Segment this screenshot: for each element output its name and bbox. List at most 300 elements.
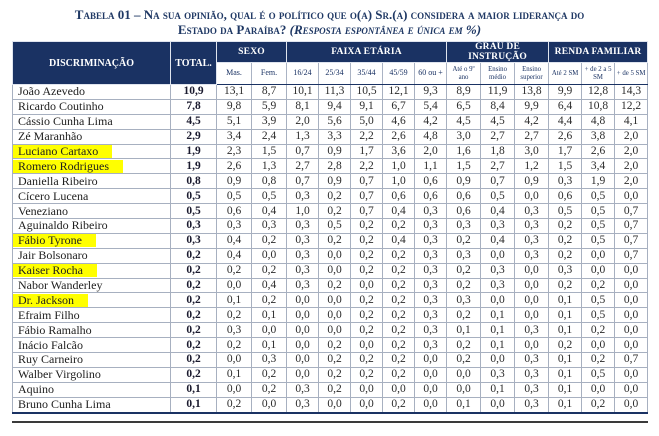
value-cell: 0,5 <box>582 293 615 308</box>
subheader-cell: Mas. <box>217 63 252 85</box>
value-cell: 0,1 <box>549 308 582 323</box>
total-value-cell: 0,1 <box>171 397 217 412</box>
value-cell: 8,7 <box>252 85 287 100</box>
value-cell: 2,0 <box>615 174 648 189</box>
value-cell: 2,0 <box>615 159 648 174</box>
value-cell: 1,6 <box>447 144 481 159</box>
value-cell: 6,7 <box>383 99 415 114</box>
value-cell: 3,0 <box>447 129 481 144</box>
value-cell: 0,9 <box>217 174 252 189</box>
value-cell: 0,2 <box>217 397 252 412</box>
value-cell: 0,2 <box>252 293 287 308</box>
table-row <box>13 174 648 189</box>
politician-name: Ricardo Coutinho <box>18 99 104 114</box>
value-cell: 0,0 <box>415 397 447 412</box>
value-cell: 8,4 <box>481 99 515 114</box>
value-cell: 4,5 <box>481 114 515 129</box>
value-cell: 0,1 <box>217 367 252 382</box>
value-cell: 0,2 <box>351 248 383 263</box>
value-cell: 0,2 <box>383 263 415 278</box>
highlighted-politician-name: Dr. Jackson <box>13 294 88 307</box>
value-cell: 0,3 <box>287 248 319 263</box>
group-header-grau-instrucao: GRAU DE INSTRUÇÃO <box>447 42 549 63</box>
politician-name: Bruno Cunha Lima <box>18 397 111 412</box>
value-cell: 0,0 <box>615 308 648 323</box>
value-cell: 0,2 <box>351 323 383 338</box>
value-cell: 2,8 <box>319 159 351 174</box>
value-cell: 0,6 <box>447 204 481 219</box>
politician-name: Aquino <box>18 382 54 397</box>
value-cell: 0,1 <box>252 338 287 353</box>
table-row <box>13 219 648 234</box>
value-cell: 12,1 <box>383 85 415 100</box>
value-cell: 4,2 <box>515 114 549 129</box>
value-cell: 0,0 <box>383 382 415 397</box>
value-cell: 0,2 <box>582 323 615 338</box>
value-cell: 0,2 <box>252 382 287 397</box>
value-cell: 0,3 <box>415 263 447 278</box>
politician-name-cell <box>13 204 171 219</box>
value-cell: 2,2 <box>351 129 383 144</box>
politician-name-cell <box>13 129 171 144</box>
total-value-cell: 0,2 <box>171 323 217 338</box>
value-cell: 0,3 <box>415 248 447 263</box>
value-cell: 0,0 <box>582 382 615 397</box>
table-row <box>13 263 648 278</box>
value-cell: 1,5 <box>252 144 287 159</box>
value-cell: 0,0 <box>319 397 351 412</box>
table-row <box>13 382 648 397</box>
value-cell: 0,7 <box>615 233 648 248</box>
table-row <box>13 293 648 308</box>
value-cell: 9,9 <box>515 99 549 114</box>
value-cell: 0,0 <box>351 382 383 397</box>
value-cell: 0,0 <box>319 263 351 278</box>
value-cell: 0,1 <box>481 382 515 397</box>
value-cell: 3,8 <box>582 129 615 144</box>
value-cell: 0,7 <box>615 204 648 219</box>
value-cell: 0,3 <box>481 219 515 234</box>
value-cell: 0,3 <box>287 397 319 412</box>
value-cell: 0,2 <box>549 248 582 263</box>
politician-name-cell <box>13 338 171 353</box>
value-cell: 0,4 <box>252 204 287 219</box>
value-cell: 0,2 <box>383 353 415 368</box>
value-cell: 6,5 <box>447 99 481 114</box>
group-header-row <box>13 42 648 63</box>
highlighted-politician-name: Romero Rodrigues <box>13 160 123 173</box>
value-cell: 0,3 <box>415 219 447 234</box>
value-cell: 1,7 <box>351 144 383 159</box>
value-cell: 0,0 <box>582 263 615 278</box>
table-row <box>13 114 648 129</box>
politician-name-cell <box>13 323 171 338</box>
value-cell: 0,2 <box>351 308 383 323</box>
value-cell: 0,3 <box>515 323 549 338</box>
value-cell: 0,7 <box>351 189 383 204</box>
value-cell: 0,3 <box>447 248 481 263</box>
politician-name-cell <box>13 382 171 397</box>
value-cell: 0,3 <box>515 367 549 382</box>
value-cell: 0,3 <box>415 323 447 338</box>
value-cell: 9,1 <box>351 99 383 114</box>
politician-name-cell <box>13 85 171 100</box>
value-cell: 0,0 <box>481 293 515 308</box>
value-cell: 0,2 <box>252 263 287 278</box>
value-cell: 0,0 <box>515 338 549 353</box>
value-cell: 2,6 <box>549 129 582 144</box>
value-cell: 0,2 <box>351 233 383 248</box>
value-cell: 9,3 <box>415 85 447 100</box>
value-cell: 0,1 <box>252 308 287 323</box>
value-cell: 0,1 <box>549 353 582 368</box>
value-cell: 6,4 <box>549 99 582 114</box>
politician-name-cell <box>13 219 171 234</box>
value-cell: 0,5 <box>582 204 615 219</box>
value-cell: 0,2 <box>383 323 415 338</box>
value-cell: 0,7 <box>287 144 319 159</box>
subheader-cell: 16/24 <box>287 63 319 85</box>
total-value-cell: 0,2 <box>171 367 217 382</box>
value-cell: 0,4 <box>481 204 515 219</box>
table-row <box>13 353 648 368</box>
value-cell: 0,2 <box>319 204 351 219</box>
value-cell: 5,1 <box>217 114 252 129</box>
value-cell: 0,3 <box>447 219 481 234</box>
value-cell: 0,2 <box>447 233 481 248</box>
value-cell: 0,2 <box>217 308 252 323</box>
value-cell: 0,3 <box>447 293 481 308</box>
value-cell: 2,7 <box>481 129 515 144</box>
highlighted-politician-name: Fábio Tyrone <box>13 234 96 247</box>
value-cell: 2,0 <box>287 114 319 129</box>
value-cell: 0,0 <box>582 248 615 263</box>
total-value-cell: 1,9 <box>171 144 217 159</box>
total-value-cell: 0,2 <box>171 248 217 263</box>
value-cell: 1,9 <box>582 174 615 189</box>
value-cell: 0,1 <box>481 338 515 353</box>
table-row <box>13 189 648 204</box>
total-value-cell: 1,9 <box>171 159 217 174</box>
value-cell: 13,1 <box>217 85 252 100</box>
value-cell: 0,5 <box>582 308 615 323</box>
politician-name: Fábio Ramalho <box>18 322 92 337</box>
value-cell: 0,2 <box>319 278 351 293</box>
value-cell: 0,2 <box>252 233 287 248</box>
total-value-cell: 0,8 <box>171 174 217 189</box>
highlighted-politician-name: Kaiser Rocha <box>13 264 97 277</box>
value-cell: 0,3 <box>287 278 319 293</box>
value-cell: 0,2 <box>217 338 252 353</box>
value-cell: 0,0 <box>582 338 615 353</box>
value-cell: 0,3 <box>515 204 549 219</box>
value-cell: 0,2 <box>217 263 252 278</box>
value-cell: 0,5 <box>582 189 615 204</box>
value-cell: 0,3 <box>549 174 582 189</box>
value-cell: 0,0 <box>615 263 648 278</box>
value-cell: 0,0 <box>319 308 351 323</box>
footer-divider <box>12 421 648 423</box>
subheader-cell: Ensino médio <box>481 63 515 85</box>
value-cell: 5,4 <box>415 99 447 114</box>
value-cell: 2,0 <box>615 129 648 144</box>
value-cell: 0,2 <box>549 338 582 353</box>
value-cell: 0,0 <box>415 353 447 368</box>
value-cell: 0,6 <box>447 189 481 204</box>
value-cell: 0,0 <box>615 278 648 293</box>
value-cell: 0,6 <box>415 174 447 189</box>
value-cell: 0,9 <box>447 174 481 189</box>
value-cell: 9,8 <box>217 99 252 114</box>
value-cell: 0,9 <box>515 174 549 189</box>
value-cell: 3,9 <box>252 114 287 129</box>
subheader-cell: 25/34 <box>319 63 351 85</box>
politician-name-cell <box>13 174 171 189</box>
value-cell: 0,2 <box>383 278 415 293</box>
value-cell: 1,0 <box>383 159 415 174</box>
value-cell: 10,8 <box>582 99 615 114</box>
value-cell: 0,2 <box>383 248 415 263</box>
value-cell: 5,6 <box>319 114 351 129</box>
value-cell: 0,2 <box>383 367 415 382</box>
politician-name-cell <box>13 367 171 382</box>
value-cell: 1,5 <box>447 159 481 174</box>
value-cell: 0,1 <box>217 293 252 308</box>
table-row <box>13 338 648 353</box>
value-cell: 0,0 <box>287 293 319 308</box>
value-cell: 4,4 <box>549 114 582 129</box>
value-cell: 0,5 <box>549 204 582 219</box>
value-cell: 0,0 <box>287 308 319 323</box>
value-cell: 2,7 <box>515 129 549 144</box>
politician-name-cell <box>13 278 171 293</box>
value-cell: 0,0 <box>615 338 648 353</box>
value-cell: 0,3 <box>481 278 515 293</box>
value-cell: 0,0 <box>287 353 319 368</box>
table-row <box>13 129 648 144</box>
value-cell: 0,0 <box>447 382 481 397</box>
group-header-sexo: SEXO <box>217 42 287 63</box>
value-cell: 0,0 <box>447 367 481 382</box>
value-cell: 0,5 <box>481 189 515 204</box>
value-cell: 13,8 <box>515 85 549 100</box>
group-header-renda-familiar: RENDA FAMILIAR <box>549 42 648 63</box>
value-cell: 0,1 <box>447 397 481 412</box>
politician-name: Nabor Wanderley <box>18 278 103 293</box>
table-row <box>13 278 648 293</box>
politician-name: Aguinaldo Ribeiro <box>18 218 108 233</box>
value-cell: 0,0 <box>252 397 287 412</box>
value-cell: 0,5 <box>319 219 351 234</box>
value-cell: 1,7 <box>549 144 582 159</box>
value-cell: 0,0 <box>415 367 447 382</box>
table-row <box>13 367 648 382</box>
total-value-cell: 0,2 <box>171 338 217 353</box>
poll-results-table <box>12 41 648 414</box>
value-cell: 0,2 <box>351 293 383 308</box>
value-cell: 0,5 <box>217 189 252 204</box>
value-cell: 0,7 <box>481 174 515 189</box>
table-row <box>13 233 648 248</box>
value-cell: 0,4 <box>252 278 287 293</box>
value-cell: 0,6 <box>415 189 447 204</box>
value-cell: 0,1 <box>549 367 582 382</box>
politician-name: Zé Maranhão <box>18 129 83 144</box>
value-cell: 0,0 <box>415 382 447 397</box>
value-cell: 4,6 <box>383 114 415 129</box>
value-cell: 1,2 <box>515 159 549 174</box>
politician-name: Inácio Falcão <box>18 337 83 352</box>
value-cell: 3,0 <box>515 144 549 159</box>
value-cell: 0,2 <box>447 263 481 278</box>
value-cell: 0,3 <box>415 278 447 293</box>
table-row <box>13 204 648 219</box>
value-cell: 0,3 <box>252 353 287 368</box>
total-value-cell: 2,9 <box>171 129 217 144</box>
table-row <box>13 99 648 114</box>
table-row <box>13 323 648 338</box>
value-cell: 0,3 <box>515 233 549 248</box>
value-cell: 0,3 <box>481 367 515 382</box>
value-cell: 1,8 <box>481 144 515 159</box>
value-cell: 0,2 <box>447 308 481 323</box>
value-cell: 0,6 <box>217 204 252 219</box>
value-cell: 0,1 <box>549 293 582 308</box>
value-cell: 3,4 <box>582 159 615 174</box>
subheader-cell: Ensino superior <box>515 63 549 85</box>
value-cell: 1,3 <box>252 159 287 174</box>
subheader-cell: Até 2 SM <box>549 63 582 85</box>
value-cell: 2,6 <box>582 144 615 159</box>
politician-name-cell <box>13 114 171 129</box>
politician-name: Daniella Ribeiro <box>18 173 98 188</box>
politician-name: Ruy Carneiro <box>18 352 83 367</box>
value-cell: 1,0 <box>383 174 415 189</box>
value-cell: 0,6 <box>549 189 582 204</box>
value-cell: 0,7 <box>615 353 648 368</box>
value-cell: 3,4 <box>217 129 252 144</box>
value-cell: 2,0 <box>615 144 648 159</box>
value-cell: 10,1 <box>287 85 319 100</box>
value-cell: 0,0 <box>351 338 383 353</box>
table-row <box>13 159 648 174</box>
value-cell: 0,2 <box>319 233 351 248</box>
total-value-cell: 0,2 <box>171 278 217 293</box>
politician-name: Efraim Filho <box>18 307 80 322</box>
total-value-cell: 0,5 <box>171 204 217 219</box>
value-cell: 3,3 <box>319 129 351 144</box>
value-cell: 8,9 <box>447 85 481 100</box>
politician-name-cell <box>13 353 171 368</box>
value-cell: 0,8 <box>252 174 287 189</box>
table-title <box>8 0 652 37</box>
value-cell: 0,0 <box>515 308 549 323</box>
value-cell: 0,3 <box>515 382 549 397</box>
total-value-cell: 0,2 <box>171 263 217 278</box>
value-cell: 0,3 <box>549 263 582 278</box>
value-cell: 0,4 <box>217 248 252 263</box>
value-cell: 0,2 <box>582 353 615 368</box>
highlighted-politician-name: Luciano Cartaxo <box>13 145 112 158</box>
value-cell: 0,2 <box>582 397 615 412</box>
value-cell: 0,0 <box>615 367 648 382</box>
value-cell: 0,0 <box>515 293 549 308</box>
value-cell: 0,2 <box>383 338 415 353</box>
value-cell: 0,7 <box>351 204 383 219</box>
column-header-discriminacao: DISCRIMINAÇÃO <box>13 42 171 85</box>
table-row <box>13 144 648 159</box>
total-value-cell: 10,9 <box>171 85 217 100</box>
value-cell: 0,0 <box>615 293 648 308</box>
value-cell: 0,4 <box>383 204 415 219</box>
value-cell: 2,7 <box>481 159 515 174</box>
value-cell: 9,4 <box>319 99 351 114</box>
politician-name: Walber Virgolino <box>18 367 101 382</box>
value-cell: 2,0 <box>415 144 447 159</box>
value-cell: 0,0 <box>515 263 549 278</box>
total-value-cell: 0,2 <box>171 308 217 323</box>
value-cell: 0,2 <box>549 278 582 293</box>
value-cell: 0,3 <box>287 263 319 278</box>
value-cell: 0,3 <box>287 382 319 397</box>
value-cell: 0,0 <box>615 189 648 204</box>
politician-name-cell <box>13 144 171 159</box>
politician-name-cell <box>13 99 171 114</box>
subheader-cell: Até o 9º ano <box>447 63 481 85</box>
value-cell: 0,0 <box>481 248 515 263</box>
value-cell: 2,6 <box>217 159 252 174</box>
value-cell: 0,3 <box>515 219 549 234</box>
politician-name: João Azevedo <box>18 84 85 99</box>
value-cell: 0,2 <box>319 382 351 397</box>
value-cell: 4,8 <box>582 114 615 129</box>
value-cell: 0,0 <box>287 367 319 382</box>
politician-name: Cássio Cunha Lima <box>18 114 113 129</box>
value-cell: 0,0 <box>217 278 252 293</box>
value-cell: 0,5 <box>582 219 615 234</box>
value-cell: 0,2 <box>383 308 415 323</box>
value-cell: 0,0 <box>351 397 383 412</box>
value-cell: 2,7 <box>287 159 319 174</box>
value-cell: 0,1 <box>549 397 582 412</box>
value-cell: 0,3 <box>415 338 447 353</box>
value-cell: 0,4 <box>383 233 415 248</box>
value-cell: 0,2 <box>351 263 383 278</box>
value-cell: 0,7 <box>287 174 319 189</box>
value-cell: 0,2 <box>447 278 481 293</box>
value-cell: 1,5 <box>549 159 582 174</box>
table-title-question: Estado da Paraíba? <box>177 22 290 37</box>
value-cell: 0,1 <box>549 323 582 338</box>
value-cell: 4,1 <box>615 114 648 129</box>
value-cell: 0,7 <box>351 174 383 189</box>
table-header <box>13 42 648 85</box>
value-cell: 12,2 <box>615 99 648 114</box>
value-cell: 0,0 <box>481 397 515 412</box>
value-cell: 0,2 <box>582 278 615 293</box>
value-cell: 1,1 <box>415 159 447 174</box>
value-cell: 0,3 <box>515 397 549 412</box>
total-value-cell: 0,3 <box>171 219 217 234</box>
value-cell: 2,6 <box>383 129 415 144</box>
politician-name-cell <box>13 159 171 174</box>
value-cell: 0,0 <box>217 382 252 397</box>
value-cell: 0,0 <box>615 382 648 397</box>
value-cell: 0,2 <box>319 189 351 204</box>
value-cell: 0,1 <box>447 323 481 338</box>
value-cell: 0,2 <box>319 353 351 368</box>
table-row <box>13 397 648 412</box>
